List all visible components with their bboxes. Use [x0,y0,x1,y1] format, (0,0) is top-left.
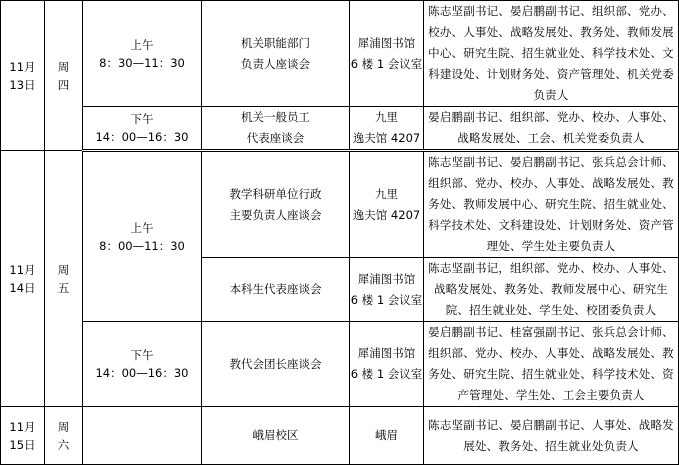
time-cell [83,107,202,151]
time-range: 14：00—16：30 [95,366,189,380]
participants-cell [424,107,679,151]
venue: 九里 [375,186,398,201]
time-label: 上午 [130,220,154,235]
weekday-prefix: 周 [57,59,70,74]
date-month: 11月 [9,262,36,277]
venue: 九里 [375,110,398,124]
participants-cell [424,322,679,407]
participants-text: 晏启鹏副书记、桂富强副书记、张兵总会计师、组织部、党办、校办、人事处、战略发展处、教务处、研究生院、招生就业处、科学技术处、资产管理处、学生处、工会主要负责人 [428,325,674,402]
time-label: 下午 [130,348,154,362]
venue: 6 楼 1 会议室 [350,292,423,307]
participants-text: 晏启鹏副书记、组织部、党办、校办、人事处、战略发展处、工会、机关党委负责人 [428,110,674,145]
table-row [1,322,679,407]
participants-cell [424,1,679,107]
weekday-cell [45,1,83,151]
date-cell [1,407,45,465]
session-name-cell [202,151,350,258]
session-name: 负责人座谈会 [241,56,310,71]
weekday-char: 四 [57,77,70,92]
session-name: 主要负责人座谈会 [229,207,322,222]
venue-cell [350,407,424,465]
session-name: 教代会团长座谈会 [229,356,322,371]
participants-text: 陈志坚副书记，组织部、党办、校办、人事处、战略发展处、教务处、教师发展中心、研究生院、招生就业处、学生处、校团委负责人 [428,261,674,317]
time-cell [83,1,202,107]
table-row [1,151,679,258]
weekday-char: 五 [57,280,70,295]
date-day: 14日 [9,280,36,295]
time-label: 上午 [130,37,154,52]
venue: 犀浦图书馆 [357,346,416,360]
date-day: 13日 [9,77,36,92]
time-cell [83,151,202,322]
session-name-cell [202,258,350,322]
date-day: 15日 [9,437,36,452]
time-range: 8：00—11：30 [99,238,185,253]
participants-cell [424,151,679,258]
weekday-prefix: 周 [57,419,70,434]
session-name-cell [202,322,350,407]
venue: 6 楼 1 会议室 [350,367,423,381]
venue: 逸夫馆 4207 [352,131,421,145]
table-row [1,107,679,151]
venue-cell [350,322,424,407]
session-name: 机关一般员工 [241,110,310,124]
weekday-cell [45,151,83,407]
venue: 逸夫馆 4207 [352,207,421,222]
participants-text: 陈志坚副书记、晏启鹏副书记、张兵总会计师、组织部、党办、校办、人事处、战略发展处、教务处、教师发展中心、研究生院、招生就业处、科学技术处、文科建设处、计划财务处、资产管理处、学生处主要负责人 [428,155,674,253]
session-name-cell [202,1,350,107]
session-name: 机关职能部门 [241,35,310,50]
table-row [1,407,679,465]
session-name-cell [202,107,350,151]
time-cell-empty [83,407,202,465]
venue-cell [350,151,424,258]
time-range: 8：30—11：30 [99,55,185,70]
weekday-char: 六 [57,437,70,452]
weekday-cell [45,407,83,465]
participants-text: 陈志坚副书记、晏启鹏副书记、人事处、战略发展处、教务处、招生就业处负责人 [428,417,674,453]
venue: 犀浦图书馆 [357,35,416,50]
table-row [1,1,679,107]
session-name: 本科生代表座谈会 [229,282,322,296]
weekday-prefix: 周 [57,262,70,277]
participants-cell [424,407,679,465]
date-month: 11月 [9,59,36,74]
venue-cell [350,258,424,322]
venue: 6 楼 1 会议室 [350,56,423,71]
time-range: 14：00—16：30 [95,130,189,144]
venue-cell [350,107,424,151]
participants-text: 陈志坚副书记、晏启鹏副书记、组织部、党办、校办、人事处、战略发展处、教务处、教师发展中心、研究生院、招生就业处、科学技术处、文科建设处、计划财务处、资产管理处、机关党委负责人 [428,4,674,102]
date-cell [1,151,45,407]
session-name: 教学科研单位行政 [229,186,322,201]
time-cell [83,322,202,407]
date-cell [1,1,45,151]
time-label: 下午 [130,112,154,126]
date-month: 11月 [9,419,36,434]
venue-cell [350,1,424,107]
session-name-cell [202,407,350,465]
participants-cell [424,258,679,322]
venue: 犀浦图书馆 [357,271,416,286]
session-name: 代表座谈会 [246,131,305,145]
session-name: 峨眉校区 [252,428,299,442]
venue: 峨眉 [375,428,398,442]
